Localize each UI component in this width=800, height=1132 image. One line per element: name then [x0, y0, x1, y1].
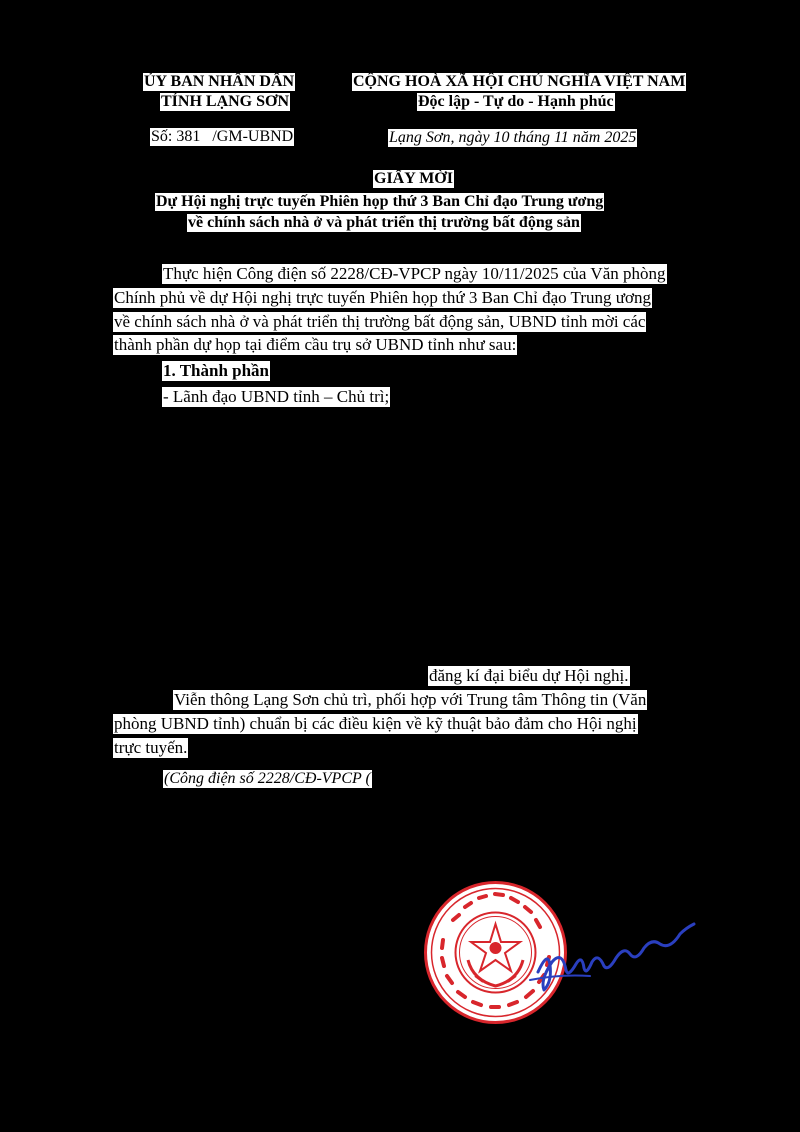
signature [520, 910, 700, 1000]
national-title: CỘNG HOÀ XÃ HỘI CHỦ NGHĨA VIỆT NAM [353, 73, 686, 90]
tech-line-1: Viễn thông Lạng Sơn chủ trì, phối hợp với Trung tâm Thông tin (Văn [174, 690, 647, 709]
intro-line-2: Chính phủ về dự Hội nghị trực tuyến Phiên họp thứ 3 Ban Chỉ đạo Trung ương [114, 288, 651, 307]
section1-item-chair: - Lãnh đạo UBND tỉnh – Chủ trì; [163, 387, 390, 406]
tech-line-3: trực tuyến. [114, 738, 188, 757]
intro-line-4: thành phần dự họp tại điểm cầu trụ sở UBND tỉnh như sau: [114, 335, 517, 354]
document-subtitle-line1: Dự Hội nghị trực tuyến Phiên họp thứ 3 Ban Chỉ đạo Trung ương [156, 193, 604, 210]
document-number: Số: 381 /GM-UBND [151, 128, 294, 145]
intro-line-3: về chính sách nhà ở và phát triển thị trường bất động sản, UBND tỉnh mời các [114, 312, 646, 331]
place-date: Lạng Sơn, ngày 10 tháng 11 năm 2025 [389, 129, 637, 146]
document-subtitle-line2: về chính sách nhà ở và phát triển thị trường bất động sản [188, 214, 580, 231]
intro-line-1: Thực hiện Công điện số 2228/CĐ-VPCP ngày 10/11/2025 của Văn phòng [163, 264, 666, 283]
agency-name-line2: TỈNH LẠNG SƠN [161, 93, 290, 110]
document-title: GIẤY MỜI [374, 170, 453, 187]
registration-fragment: đăng kí đại biểu dự Hội nghị. [429, 666, 629, 685]
tech-line-2: phòng UBND tỉnh) chuẩn bị các điều kiện về kỹ thuật bảo đảm cho Hội nghị [114, 714, 637, 733]
section1-heading: 1. Thành phần [163, 361, 270, 380]
national-motto: Độc lập - Tự do - Hạnh phúc [418, 93, 614, 110]
attachment-reference: (Công điện số 2228/CĐ-VPCP ( [164, 770, 371, 787]
agency-name-line1: ỦY BAN NHÂN DÂN [144, 73, 295, 90]
